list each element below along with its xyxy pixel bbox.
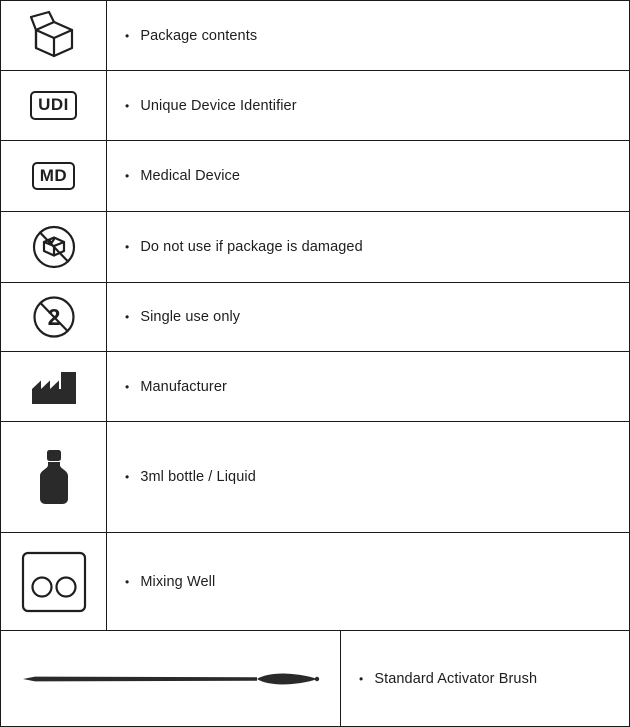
symbol-description [107, 533, 629, 630]
md-icon: MD [32, 162, 75, 190]
symbol-cell [1, 1, 107, 70]
manufacturer-icon [30, 367, 78, 407]
bullet: • [125, 574, 130, 589]
table-row [1, 422, 629, 533]
symbol-label: Standard Activator Brush [374, 670, 538, 687]
bullet: • [125, 379, 130, 394]
single-use-digit: 2 [47, 304, 60, 330]
bullet: • [125, 470, 130, 484]
symbol-label: Manufacturer [140, 378, 227, 395]
symbol-label: Medical Device [140, 168, 241, 184]
mixing-well-icon [21, 551, 87, 613]
symbol-cell [1, 283, 107, 351]
symbol-description [107, 1, 629, 70]
single-use-only-icon [31, 294, 77, 340]
symbol-description [107, 71, 629, 140]
table-row [1, 212, 629, 283]
symbol-cell [1, 422, 107, 532]
table-row [1, 631, 629, 726]
table-row [1, 283, 629, 352]
table-row [1, 71, 629, 141]
symbol-description [107, 352, 629, 421]
symbol-cell [1, 212, 107, 282]
bottle-icon [36, 448, 72, 506]
symbol-description [107, 212, 629, 282]
symbol-label: Do not use if package is damaged [140, 239, 363, 255]
symbol-label: 3ml bottle / Liquid [140, 469, 256, 485]
table-row [1, 141, 629, 212]
symbol-cell [1, 141, 107, 211]
symbol-cell [1, 533, 107, 630]
symbol-label: Unique Device Identifier [140, 97, 297, 114]
table-row [1, 1, 629, 71]
symbol-description [341, 631, 629, 726]
bullet: • [125, 240, 130, 254]
symbol-description [107, 283, 629, 351]
symbol-label: Package contents [140, 27, 258, 44]
symbol-cell [1, 352, 107, 421]
symbol-cell [1, 71, 107, 140]
udi-icon: UDI [30, 91, 77, 119]
symbol-cell [1, 631, 341, 726]
package-contents-icon [28, 10, 80, 62]
bullet: • [125, 310, 130, 324]
symbol-label: Single use only [140, 309, 241, 325]
symbol-label: Mixing Well [140, 573, 216, 590]
do-not-use-if-damaged-icon [30, 223, 78, 271]
bullet: • [125, 98, 130, 113]
activator-brush-icon [21, 669, 321, 689]
table-row [1, 533, 629, 631]
symbol-description [107, 422, 629, 532]
table-row [1, 352, 629, 422]
bullet: • [125, 169, 130, 183]
bullet: • [125, 28, 130, 43]
symbol-description [107, 141, 629, 211]
bullet: • [359, 671, 364, 686]
